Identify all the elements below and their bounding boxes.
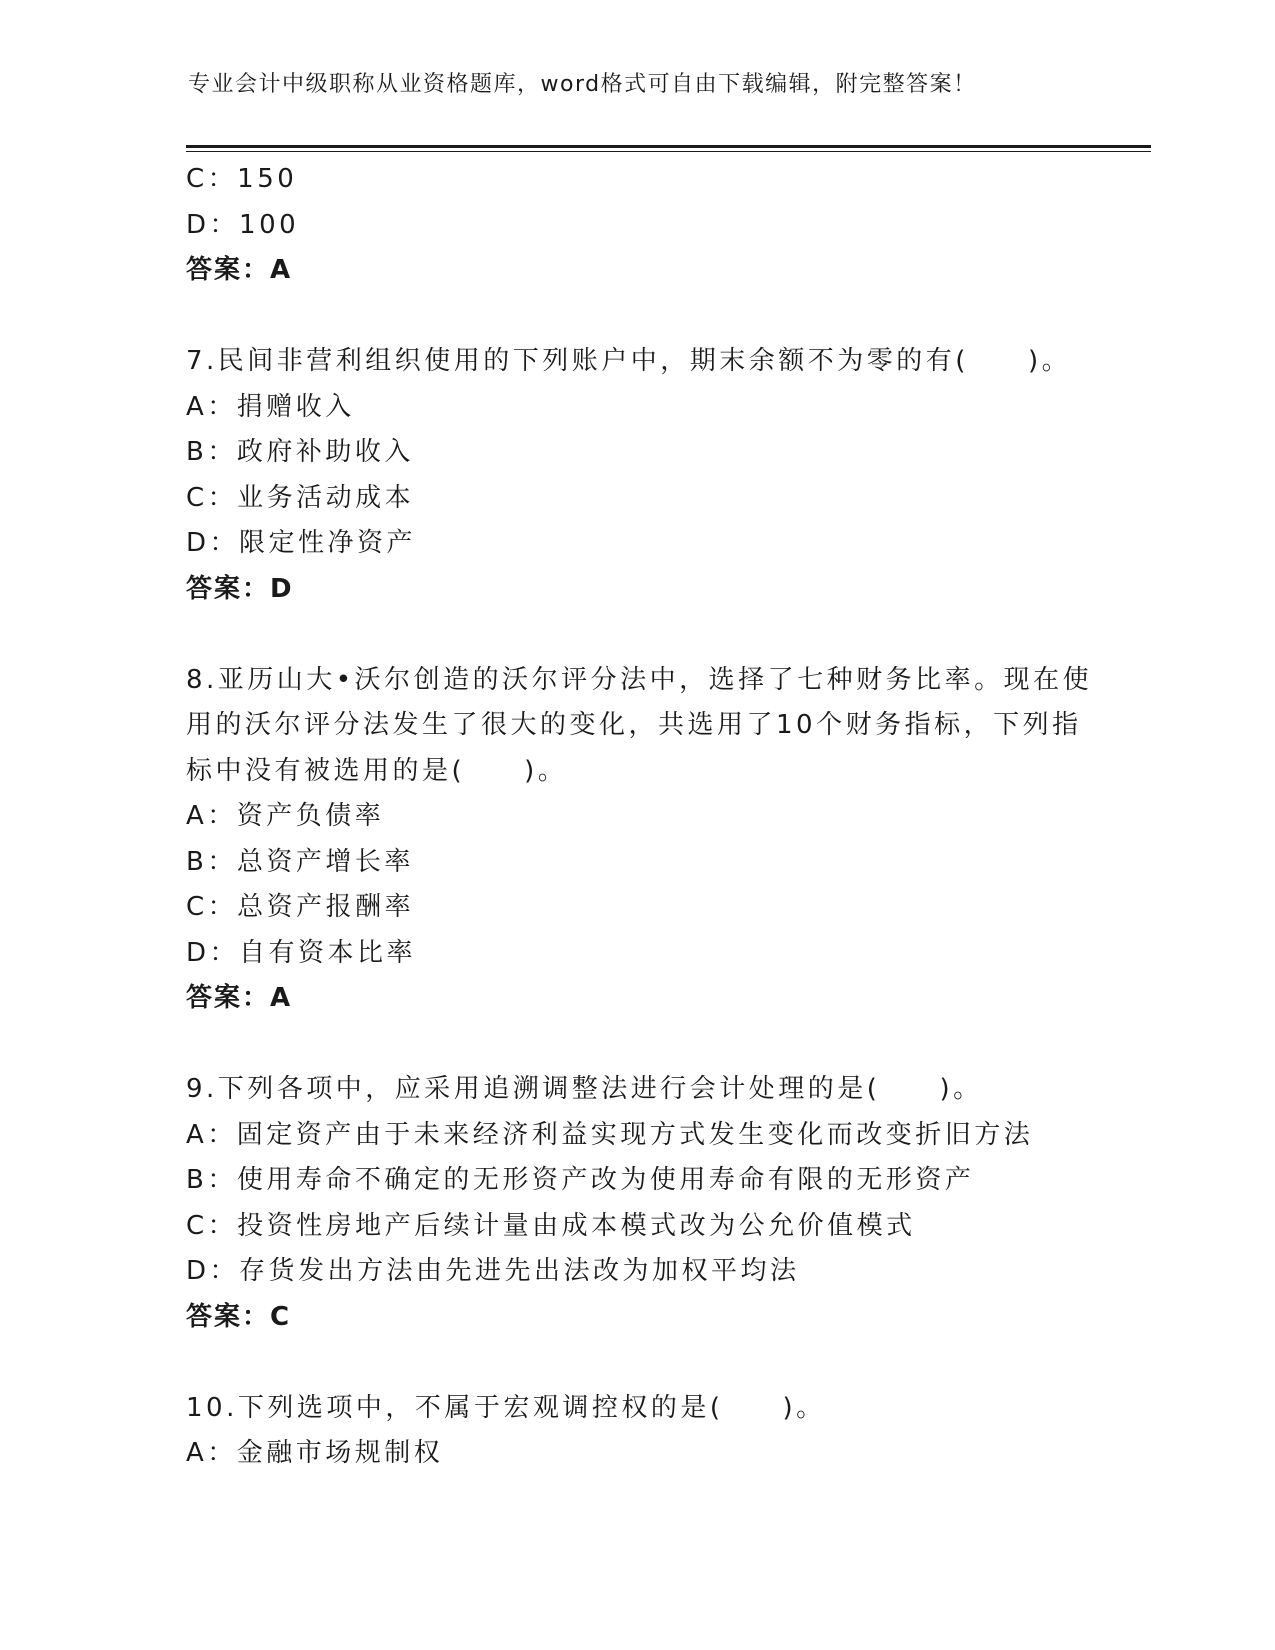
option-line: C：150 [186,164,298,194]
answer-line: 答案：C [186,1301,292,1332]
option-line: C：投资性房地产后续计量由成本模式改为公允价值模式 [186,1210,916,1241]
option-line: B：总资产增长率 [186,846,414,877]
question-content [186,157,1093,1477]
question-stem: 用的沃尔评分法发生了很大的变化，共选用了10个财务指标，下列指 [186,710,1082,740]
option-line: D：自有资本比率 [186,937,417,968]
question-stem: 10.下列选项中，不属于宏观调控权的是( )。 [186,1392,826,1423]
question-stem: 标中没有被选用的是( )。 [186,755,568,786]
option-line: C：业务活动成本 [186,482,415,513]
question-7 [186,339,1086,612]
spacer [186,1022,1086,1068]
option-line: A：金融市场规制权 [186,1438,444,1468]
option-line: A：捐赠收入 [186,391,355,422]
option-line: D：限定性净资产 [186,528,417,558]
spacer [186,1340,1086,1386]
answer-line: 答案：A [186,255,293,285]
question-9 [186,1067,1086,1340]
answer-line: 答案：D [186,573,294,604]
page-header: 专业会计中级职称从业资格题库，word格式可自由下载编辑，附完整答案！ [188,72,977,97]
header-rule-thick [186,145,1151,148]
question-8 [186,658,1093,1022]
question-10 [186,1386,1086,1477]
option-line: C：总资产报酬率 [186,892,415,922]
option-line: D：存货发出方法由先进先出法改为加权平均法 [186,1256,800,1286]
spacer [186,294,1086,340]
spacer [186,612,1086,658]
question-fragment [186,157,1086,294]
question-stem: 7.民间非营利组织使用的下列账户中，期末余额不为零的有( )。 [186,346,1072,376]
option-line: A：固定资产由于未来经济利益实现方式发生变化而改变折旧方法 [186,1119,1034,1150]
option-line: B：使用寿命不确定的无形资产改为使用寿命有限的无形资产 [186,1165,975,1195]
header-rule-thin [186,151,1151,152]
option-line: B：政府补助收入 [186,437,414,467]
question-stem: 9.下列各项中，应采用追溯调整法进行会计处理的是( )。 [186,1074,983,1104]
option-line: A：资产负债率 [186,801,385,831]
question-stem: 8.亚历山大•沃尔创造的沃尔评分法中，选择了七种财务比率。现在使 [186,664,1093,695]
answer-line: 答案：A [186,983,293,1013]
option-line: D：100 [186,209,300,240]
